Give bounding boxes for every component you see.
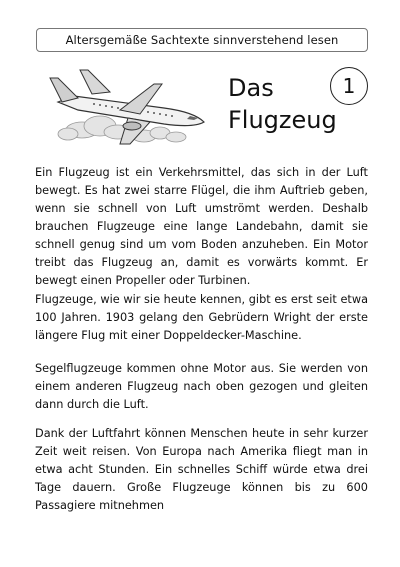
- paragraph-intro: Ein Flugzeug ist ein Verkehrsmittel, das sich in der Luft bewegt. Es hat zwei starre Flügel, die ihm Auftrieb geben, wenn sie schnell von Luft umströmt werden. Deshalb brauchen Flugzeuge eine lange Landebahn, damit sie schnell genug sind um vom Boden anzuheben. Ein Motor treibt das Flugzeug an, damit es vorwärts kommt. Er bewegt einen Propeller oder Turbinen.: [35, 166, 368, 287]
- page-title: [228, 72, 337, 136]
- paragraph-travel: Dank der Luftfahrt können Menschen heute in sehr kurzer Zeit weit reisen. Von Europa nach Amerika fliegt man in etwa acht Stunden. Ein schnelles Schiff würde etwa drei Tage dauern. Große Flugzeuge können bis zu 600 Passagiere mitnehmen: [35, 427, 368, 512]
- badge-number: 1: [342, 74, 356, 98]
- worksheet-number-badge: [330, 67, 368, 105]
- worksheet-header: [36, 28, 368, 52]
- title-line-2: Flugzeug: [228, 106, 337, 134]
- title-line-1: Das: [228, 74, 274, 102]
- airplane-icon: [44, 66, 214, 148]
- paragraph-history: Flugzeuge, wie wir sie heute kennen, gibt es erst seit etwa 100 Jahren. 1903 gelang den Gebrüdern Wright der erste längere Flug mit einer Doppeldecker-Maschine.: [35, 293, 368, 342]
- header-subtitle: Altersgemäße Sachtexte sinnverstehend lesen: [65, 33, 339, 47]
- paragraph-gliders: Segelflugzeuge kommen ohne Motor aus. Sie werden von einem anderen Flugzeug nach oben gezogen und gleiten dann durch die Luft.: [35, 362, 368, 411]
